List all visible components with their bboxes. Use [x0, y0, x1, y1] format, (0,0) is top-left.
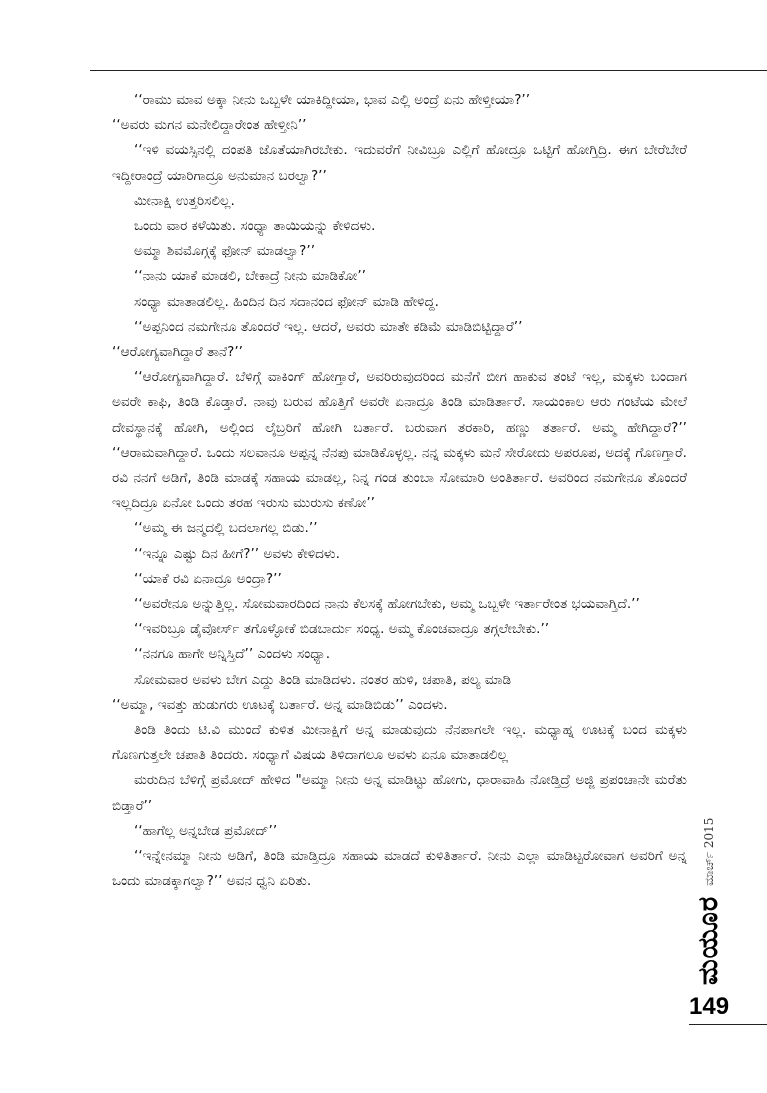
- paragraph: ‘‘ಅಮ್ಮ ಈ ಜನ್ಮದಲ್ಲಿ ಬದಲಾಗಲ್ಲ ಬಿಡು.’’: [134, 520, 318, 537]
- paragraph: ತಿಂಡಿ ತಿಂದು ಟಿ.ವಿ ಮುಂದೆ ಕುಳಿತ ಮೀನಾಕ್ಷಿಗೆ ಅನ್ನ ಮಾಡುವುದು ನೆನಪಾಗಲೇ ಇಲ್ಲ. ಮಧ್ಯಾಹ್ನ ಊಟಕ್ಕೆ ಬಂದ ಮಕ್ಕಳು ಗೊಣಗುತ್ತಲೇ ಚಪಾತಿ ತಿಂದರು. ಸಂಧ್ಯಾಗೆ ವಿಷಯ ತಿಳಿದಾಗಲೂ ಅವಳು ಏನೂ ಮಾತಾಡಲಿಲ್ಲ: [112, 722, 687, 764]
- paragraph: ‘‘ಇನ್ನೇನಮ್ಮಾ ನೀನು ಅಡಿಗೆ, ತಿಂಡಿ ಮಾಡ್ತಿದ್ರೂ ಸಹಾಯ ಮಾಡದೆ ಕುಳಿತಿರ್ತಾರೆ. ನೀನು ಎಲ್ಲಾ ಮಾಡಿಟ್ಟರೋವಾಗ ಅವರಿಗೆ ಅನ್ನ ಒಂದು ಮಾಡಕ್ಕಾಗಲ್ವಾ?’’ ಅವನ ಧ್ವನಿ ಏರಿತು.: [112, 848, 687, 890]
- paragraph: ‘‘ಆರೋಗ್ಯವಾಗಿದ್ದಾರೆ ತಾನೆ?’’: [112, 344, 243, 361]
- header-rule: [90, 70, 767, 71]
- page-number-rule: [689, 1024, 767, 1025]
- paragraph: ‘‘ಅವರೇನೂ ಅನ್ನುತ್ತಿಲ್ಲ. ಸೋಮವಾರದಿಂದ ನಾನು ಕೆಲಸಕ್ಕೆ ಹೋಗಬೇಕು, ಅಮ್ಮ ಒಬ್ಬಳೇ ಇರ್ತಾರೇಂತ ಭಯವಾಗ್ತಿದೆ.’’: [134, 596, 640, 613]
- paragraph: ‘‘ಇವರಿಬ್ರೂ ಡೈವೋರ್ಸ್ ತಗೊಳ್ಳೋಕೆ ಬಿಡಬಾರ್ದು ಸಂಧ್ಯ. ಅಮ್ಮ ಕೊಂಚವಾದ್ರೂ ತಗ್ಗಲೇಬೇಕು.’’: [134, 621, 550, 638]
- paragraph: ‘‘ನಾನು ಯಾಕೆ ಮಾಡಲಿ, ಬೇಕಾದ್ರೆ ನೀನು ಮಾಡಿಕೋ’’: [134, 268, 366, 285]
- paragraph: ‘‘ಅಪ್ಪನಿಂದ ನಮಗೇನೂ ತೊಂದರೆ ಇಲ್ಲ. ಆದರೆ, ಅವರು ಮಾತೇ ಕಡಿಮೆ ಮಾಡಿಬಿಟ್ಟಿದ್ದಾರೆ’’: [134, 318, 523, 335]
- paragraph: ‘‘ರಾಮು ಮಾವ ಅಕ್ಕಾ ನೀನು ಒಬ್ಬಳೇ ಯಾಕಿದ್ದೀಯಾ, ಭಾವ ಎಲ್ಲಿ ಅಂದ್ರೆ ಏನು ಹೇಳ್ತೀಯಾ?’’: [134, 92, 531, 108]
- paragraph: ‘‘ಆರೋಗ್ಯವಾಗಿದ್ದಾರೆ. ಬೆಳಿಗ್ಗೆ ವಾಕಿಂಗ್ ಹೋಗ್ತಾರೆ, ಅವರಿರುವುದರಿಂದ ಮನೆಗೆ ಬೀಗ ಹಾಕುವ ತಂಟೆ ಇಲ್ಲ, ಮಕ್ಕಳು ಬಂದಾಗ ಅವರೇ ಕಾಫಿ, ತಿಂಡಿ ಕೊಡ್ತಾರೆ. ನಾವು ಬರುವ ಹೊತ್ತಿಗೆ ಅವರೇ ಏನಾದ್ರೂ ತಿಂಡಿ ಮಾಡಿರ್ತಾರೆ. ಸಾಯಂಕಾಲ ಆರು ಗಂಟೆಯ ಮೇಲೆ ದೇವಸ್ಥಾನಕ್ಕೆ ಹೋಗಿ, ಅಲ್ಲಿಂದ ಲೈಬ್ರರಿಗೆ ಹೋಗಿ ಬರ್ತಾರೆ. ಬರುವಾಗ ತರಕಾರಿ, ಹಣ್ಣು ತರ್ತಾರೆ. ಅಮ್ಮ ಹೇಗಿದ್ದಾರೆ?’’ ‘‘ಆರಾಮವಾಗಿದ್ದಾರೆ. ಒಂದು ಸಲವಾನೂ ಅಪ್ಪನ್ನ ನೆನಪು ಮಾಡಿಕೊಳ್ಳಲ್ಲ. ನನ್ನ ಮಕ್ಕಳು ಮನೆ ಸೇರೋದು ಅಪರೂಪ, ಅದಕ್ಕೆ ಗೊಣಗ್ತಾರೆ. ರವಿ ನನಗೆ ಅಡಿಗೆ, ತಿಂಡಿ ಮಾಡಕ್ಕೆ ಸಹಾಯ ಮಾಡಲ್ಲ, ನಿನ್ನ ಗಂಡ ತುಂಬಾ ಸೋಮಾರಿ ಅಂತಿರ್ತಾರೆ. ಅವರಿಂದ ನಮಗೇನೂ ತೊಂದರೆ ಇಲ್ಲದಿದ್ರೂ ಏನೋ ಒಂದು ತರಹ ಇರುಸು ಮುರುಸು ಕಣೋ’’: [112, 369, 687, 512]
- magazine-logo: ಮಯೂರ: [693, 895, 724, 985]
- paragraph: ಅಮ್ಮಾ ಶಿವಮೊಗ್ಗಕ್ಕೆ ಫೋನ್ ಮಾಡಲ್ವಾ?’’: [134, 243, 316, 260]
- paragraph: ಒಂದು ವಾರ ಕಳೆಯಿತು. ಸಂಧ್ಯಾ ತಾಯಿಯನ್ನು ಕೇಳಿದಳು.: [134, 218, 376, 235]
- paragraph: ‘‘ಇಳಿ ವಯಸ್ಸಿನಲ್ಲಿ ದಂಪತಿ ಜೊತೆಯಾಗಿರಬೇಕು. ಇದುವರೆಗೆ ನೀವಿಬ್ರೂ ಎಲ್ಲಿಗೆ ಹೋದ್ರೂ ಒಟ್ಟಿಗೆ ಹೋಗ್ತಿದ್ರಿ. ಈಗ ಬೇರೆಬೇರೆ ಇದ್ದೀರಾಂದ್ರೆ ಯಾರಿಗಾದ್ರೂ ಅನುಮಾನ ಬರಲ್ವಾ?’’: [112, 142, 687, 184]
- paragraph: ಮರುದಿನ ಬೆಳಿಗ್ಗೆ ಪ್ರಮೋದ್ ಹೇಳಿದ "ಅಮ್ಮಾ ನೀನು ಅನ್ನ ಮಾಡಿಟ್ಟು ಹೋಗು, ಧಾರಾವಾಹಿ ನೋಡ್ತಿದ್ರೆ ಅಜ್ಜಿ ಪ್ರಪಂಚಾನೇ ಮರೆತು ಬಿಡ್ತಾರೆ’’: [112, 772, 687, 814]
- paragraph: ಮೀನಾಕ್ಷಿ ಉತ್ತರಿಸಲಿಲ್ಲ.: [134, 192, 235, 209]
- paragraph: ‘‘ಅಮ್ಮಾ, ಇವತ್ತು ಹುಡುಗರು ಊಟಕ್ಕೆ ಬರ್ತಾರೆ. ಅನ್ನ ಮಾಡಿಬಿಡು’’ ಎಂದಳು.: [112, 696, 448, 713]
- paragraph: ‘‘ಯಾಕೆ ರವಿ ಏನಾದ್ರೂ ಅಂದ್ರಾ?’’: [134, 570, 282, 587]
- article-body: [112, 88, 687, 895]
- page-number: 149: [689, 993, 730, 1020]
- paragraph: ‘‘ಅವರು ಮಗನ ಮನೇಲಿದ್ದಾರೇಂತ ಹೇಳ್ತೀನಿ’’: [112, 117, 307, 134]
- paragraph: ‘‘ಇನ್ನೂ ಎಷ್ಟು ದಿನ ಹೀಗೆ?’’ ಅವಳು ಕೇಳಿದಳು.: [134, 545, 340, 562]
- magazine-masthead: [693, 818, 725, 985]
- paragraph: ಸೋಮವಾರ ಅವಳು ಬೇಗ ಎದ್ದು ತಿಂಡಿ ಮಾಡಿದಳು. ನಂತರ ಹುಳಿ, ಚಪಾತಿ, ಪಲ್ಯ ಮಾಡಿ: [134, 671, 512, 688]
- paragraph: ಸಂಧ್ಯಾ ಮಾತಾಡಲಿಲ್ಲ. ಹಿಂದಿನ ದಿನ ಸದಾನಂದ ಫೋನ್ ಮಾಡಿ ಹೇಳಿದ್ದ.: [134, 293, 439, 310]
- paragraph: ‘‘ನನಗೂ ಹಾಗೇ ಅನ್ನಿಸ್ತಿದೆ’’ ಎಂದಳು ಸಂಧ್ಯಾ.: [134, 646, 331, 663]
- paragraph: ‘‘ಹಾಗೆಲ್ಲ ಅನ್ನಬೇಡ ಪ್ರಮೋದ್’’: [134, 822, 278, 839]
- issue-date: ಮಾರ್ಚ್ 2015: [701, 817, 716, 886]
